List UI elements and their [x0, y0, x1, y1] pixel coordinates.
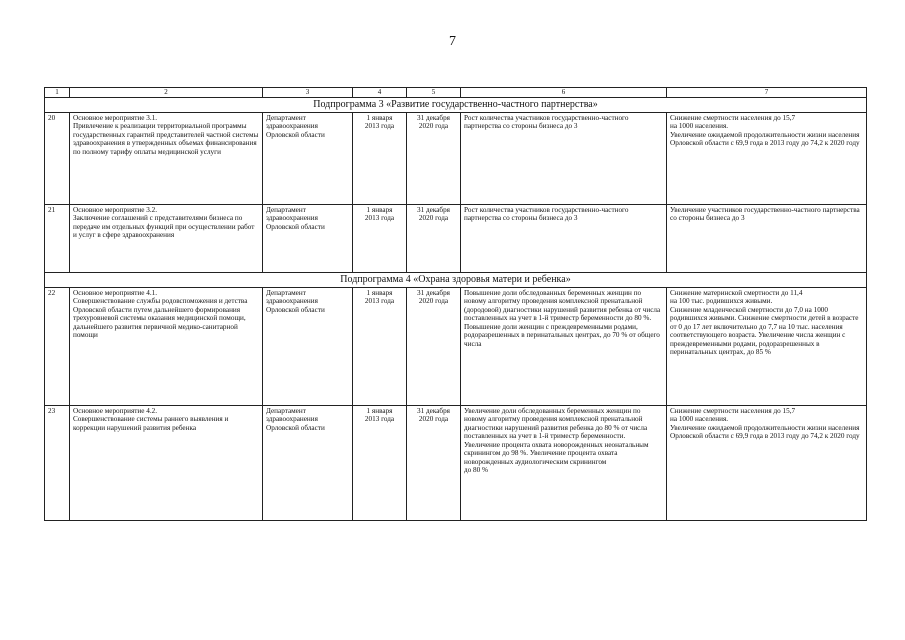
section-title-subprogram-4: Подпрограмма 4 «Охрана здоровья матери и ребенка» — [45, 272, 867, 287]
section-row — [45, 272, 867, 287]
header-row — [45, 88, 867, 98]
event-cell: Основное мероприятие 4.2. Совершенствование системы раннего выявления и коррекции нарушений развития ребенка — [70, 405, 263, 520]
indicator-cell: Снижение смертности населения до 15,7 на 1000 населения. Увеличение ожидаемой продолжительности жизни населения Орловской области с 69,9 года в 2013 году до 74,2 к 2020 году — [667, 405, 867, 520]
start-date-cell: 1 января 2013 года — [353, 204, 407, 272]
section-title-subprogram-3: Подпрограмма 3 «Развитие государственно-частного партнерства» — [45, 98, 867, 113]
indicator-cell: Увеличение участников государственно-частного партнерства со стороны бизнеса до 3 — [667, 204, 867, 272]
executor-cell: Департамент здравоохранения Орловской области — [263, 112, 353, 204]
indicator-cell: Снижение материнской смертности до 11,4 на 100 тыс. родившихся живыми. Снижение младенческой смертности до 7,0 на 1000 родившихся живыми. Снижение смертности детей в возрасте от 0 до 17 лет включительно до 7,7 на 10 тыс. населения соответствующего возраста. Увеличение числа женщин с преждевременными родами, родоразрешенных в перинатальных центрах, до 85 % — [667, 287, 867, 405]
table-row — [45, 287, 867, 405]
column-header: 4 — [353, 88, 407, 98]
end-date-cell: 31 декабря 2020 года — [407, 112, 461, 204]
column-header: 1 — [45, 88, 70, 98]
page-number: 7 — [449, 34, 456, 49]
result-cell: Увеличение доли обследованных беременных женщин по новому алгоритму проведения комплексной пренатальной диагностики нарушений развития ребенка до 80 % от числа поставленных на учет в 1-й триместр беременности. Увеличение процента охвата новорожденных неонатальным скринингом до 98 %. Увеличение процента охвата новорожденных аудиологическим скринингом до 80 % — [461, 405, 667, 520]
end-date-cell: 31 декабря 2020 года — [407, 287, 461, 405]
column-header: 5 — [407, 88, 461, 98]
result-cell: Рост количества участников государственно-частного партнерства со стороны бизнеса до 3 — [461, 204, 667, 272]
row-number: 21 — [45, 204, 70, 272]
end-date-cell: 31 декабря 2020 года — [407, 405, 461, 520]
start-date-cell: 1 января 2013 года — [353, 287, 407, 405]
row-number: 23 — [45, 405, 70, 520]
table-row — [45, 112, 867, 204]
section-row — [45, 98, 867, 113]
table-row — [45, 405, 867, 520]
column-header: 6 — [461, 88, 667, 98]
column-header: 2 — [70, 88, 263, 98]
start-date-cell: 1 января 2013 года — [353, 405, 407, 520]
program-table — [44, 87, 867, 521]
result-cell: Повышение доли обследованных беременных женщин по новому алгоритму проведения комплексной пренатальной (дородовой) диагностики нарушений развития ребенка от числа поставленных на учет в 1-й триместр беременности до 80 %. Повышение доли женщин с преждевременными родами, родоразрешенных в перинатальных центрах, до 70 % от общего числа — [461, 287, 667, 405]
start-date-cell: 1 января 2013 года — [353, 112, 407, 204]
event-cell: Основное мероприятие 3.1. Привлечение к реализации территориальной программы государственных гарантий представителей частной системы здравоохранения в утвержденных объемах финансирования по полному тарифу оплаты медицинской услуги — [70, 112, 263, 204]
column-header: 7 — [667, 88, 867, 98]
executor-cell: Департамент здравоохранения Орловской области — [263, 287, 353, 405]
end-date-cell: 31 декабря 2020 года — [407, 204, 461, 272]
row-number: 20 — [45, 112, 70, 204]
executor-cell: Департамент здравоохранения Орловской области — [263, 204, 353, 272]
table-row — [45, 204, 867, 272]
event-cell: Основное мероприятие 3.2. Заключение соглашений с представителями бизнеса по передаче им отдельных функций при осуществлении работ и услуг в сфере здравоохранения — [70, 204, 263, 272]
executor-cell: Департамент здравоохранения Орловской области — [263, 405, 353, 520]
result-cell: Рост количества участников государственно-частного партнерства со стороны бизнеса до 3 — [461, 112, 667, 204]
row-number: 22 — [45, 287, 70, 405]
indicator-cell: Снижение смертности населения до 15,7 на 1000 населения. Увеличение ожидаемой продолжительности жизни населения Орловской области с 69,9 года в 2013 году до 74,2 к 2020 году — [667, 112, 867, 204]
column-header: 3 — [263, 88, 353, 98]
event-cell: Основное мероприятие 4.1. Совершенствование службы родовспоможения и детства Орловской области путем дальнейшего формирования трехуровневой системы оказания медицинской помощи, дальнейшего развития первичной медико-санитарной помощи — [70, 287, 263, 405]
